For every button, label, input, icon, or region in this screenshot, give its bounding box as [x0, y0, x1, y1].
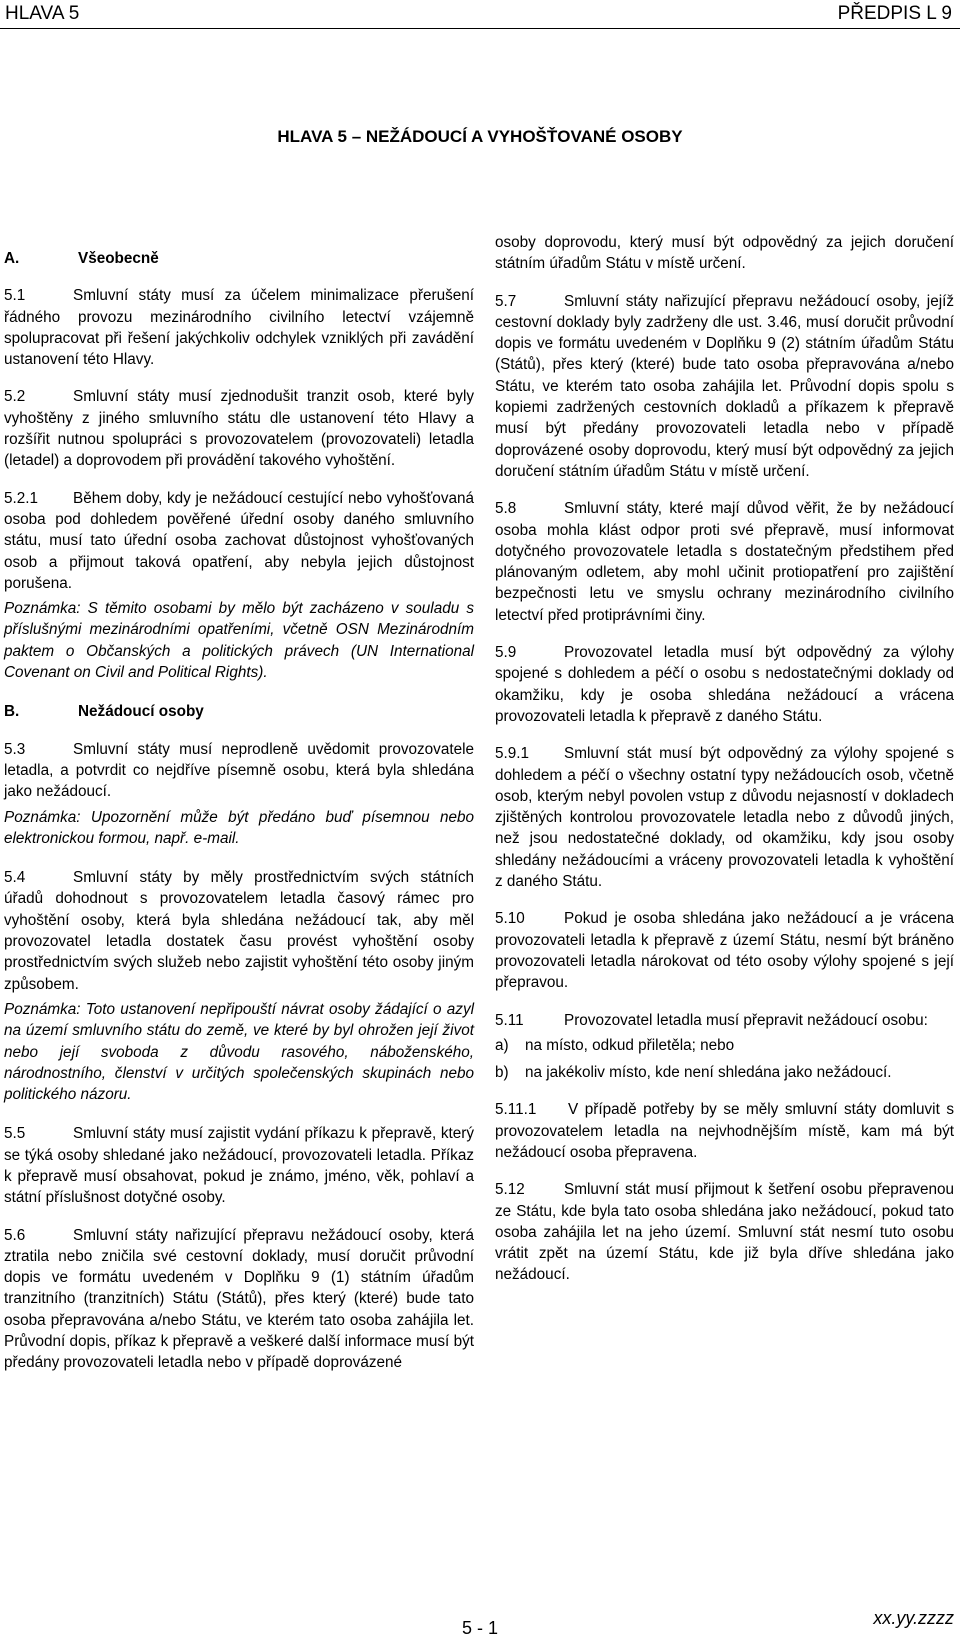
- section-heading-b: B. Nežádoucí osoby: [4, 703, 204, 721]
- paragraph-5-5: 5.5 Smluvní státy musí zajistit vydání příkazu k přepravě, který se týká osoby shledané jako nežádoucí, provozovateli letadla. Příkaz k přepravě musí obsahovat, pokud je známo, jméno, věk, pohlaví a státní příslušnost dotyčné osoby.: [4, 1125, 474, 1207]
- footer-page-number: 5 - 1: [461, 1618, 499, 1638]
- paragraph-5-2: 5.2 Smluvní státy musí zjednodušit tranzit osob, které byly vyhoštěny z jiného smluvního státu dle ustanovení této Hlavy a rozšířit nutnou spolupráci s provozovatelem (provozovateli) letadla (letadel) a doprovodem při provádění takového vyhoštění.: [4, 388, 474, 470]
- paragraph-5-11-1: 5.11.1 V případě potřeby by se měly smluvní státy domluvit s provozovatelem letadla na nejvhodnějším místě, kam má být nežádoucí osoba přepravena.: [495, 1101, 954, 1161]
- chapter-title: HLAVA 5 – NEŽÁDOUCÍ A VYHOŠŤOVANÉ OSOBY: [277, 127, 683, 146]
- paragraph-5-9-1: 5.9.1 Smluvní stát musí být odpovědný za výlohy spojené s dohledem a péčí o všechny ostatní typy nežádoucích osob, včetně osob, kterým nebyl povolen vstup z důvodu nejasností v dokladech zjištěných kontrolou provozovatele letadla nebo z důvodů jiných, než jsou nedostatečné doklady, od okamžiku, kdy jsou osoby shledány nežádoucími a vráceny provozovateli letadla k vyhoštění z daného Státu.: [495, 745, 954, 891]
- footer-date-code: xx.yy.zzzz: [873, 1608, 954, 1628]
- running-header-left: HLAVA 5: [5, 3, 80, 24]
- paragraph-5-11: 5.11 Provozovatel letadla musí přepravit nežádoucí osobu:: [495, 1011, 928, 1029]
- paragraph-5-10: 5.10 Pokud je osoba shledána jako nežádoucí a je vrácena provozovateli letadla k přepravě z území Státu, nesmí být bráněno provozovateli letadla nárokovat od této osoby výlohy spojené s její přepravou.: [495, 910, 954, 992]
- paragraph-5-3: 5.3 Smluvní státy musí neprodleně uvědomit provozovatele letadla, a potvrdit co nejdříve písemně osobu, která byla shledána jako nežádoucí.: [4, 740, 474, 801]
- paragraph-5-12: 5.12 Smluvní stát musí přijmout k šetření osobu přepravenou ze Státu, kde byla tato osoba shledána jako nežádoucí, pokud tato osoba zahájila let na jeho území. Smluvní stát nesmí tuto osobu vrátit zpět na území Státu, kde již byla dříve shledána jako nežádoucí.: [495, 1181, 954, 1284]
- paragraph-5-6-continued: osoby doprovodu, který musí být odpovědný za jejich doručení státním úřadům Státu v místě určení.: [495, 234, 954, 273]
- note-un-covenant: Poznámka: S těmito osobami by mělo být zacházeno v souladu s příslušnými mezinárodními opatřeními, včetně OSN Mezinárodním paktem o Občanských a politických právech (UN International Covenant on Civil and Political Rights).: [4, 600, 474, 682]
- paragraph-5-7: 5.7 Smluvní státy nařizující přepravu nežádoucí osoby, jejíž cestovní doklady byly zadrženy dle ust. 3.46, musí doručit průvodní dopis ve formátu uvedeném v Doplňku 9 (2) státním úřadům Státu (Států), přes který (které) bude tato osoba přepravována a/nebo Státu, ve kterém tato osoba zahájila let. Průvodní dopis spolu s kopiemi zadržených cestovních dokladů a příkazem k přepravě musí být předány provozovateli letadla nebo v případě doprovázené osoby doprovodu, který musí být odpovědný za jejich doručení státním úřadům Státu v místě určení.: [495, 292, 954, 480]
- paragraph-5-9: 5.9 Provozovatel letadla musí být odpovědný za výlohy spojené s dohledem a péčí o osobu s nedostatečnými doklady od okamžiku, kdy je osoba shledána nežádoucí a vrácena provozovateli letadla k přepravě z daného Státu.: [495, 644, 954, 725]
- right-column: [495, 232, 954, 1302]
- note-notification: Poznámka: Upozornění může být předáno buď písemnou nebo elektronickou formou, např. e-mail.: [4, 808, 474, 847]
- paragraph-5-2-1: 5.2.1 Během doby, kdy je nežádoucí cestující nebo vyhošťovaná osoba pod dohledem pověřené úřední osoby daného smluvního státu, musí tato úřední osoba zachovat důstojnost vyhošťovaných osob a přijmout taková opatření, aby nebyla jejich důstojnost porušena.: [4, 489, 474, 592]
- paragraph-5-8: 5.8 Smluvní státy, které mají důvod věřit, že by nežádoucí osoba mohla klást odpor proti své přepravě, musí informovat dotyčného provozovatele letadla s dostatečným předstihem před plánovaným odletem, aby mohl učinit protiopatření pro zajištění bezpečnosti letu ve smyslu ochrany mezinárodního civilního letectví před protiprávními činy.: [495, 500, 954, 624]
- paragraph-5-4: 5.4 Smluvní státy by měly prostřednictvím svých státních úřadů dohodnout s provozovatelem letadla časový rámec pro vyhoštění osoby, která byla shledána nežádoucí tak, aby měl provozovatel letadla dostatek času provést vyhoštění osoby prostřednictvím svých služeb nebo zajistit vyhoštění této osoby jiným způsobem.: [4, 869, 474, 993]
- paragraph-5-6: 5.6 Smluvní státy nařizující přepravu nežádoucí osoby, která ztratila nebo zničila své cestovní doklady, musí doručit průvodní dopis ve formátu uvedeném v Doplňku 9 (1) státním úřadům tranzitního (tranzitních) Státu (Států), přes který (které) bude tato osoba přepravována a/nebo Státu, ve kterém tato osoba zahájila let. Průvodní dopis, příkaz k přepravě a veškeré další informace musí být předány provozovateli letadla nebo v případě doprovázené: [4, 1226, 474, 1372]
- note-asylum: Poznámka: Toto ustanovení nepřipouští návrat osoby žádající o azyl na území smluvního státu do země, ve které by byl ohrožen její život nebo její svoboda z důvodu rasového, náboženského, národnostního, členství v určitých společenských skupinách nebo politického názoru.: [4, 1000, 474, 1104]
- paragraph-5-1: 5.1 Smluvní státy musí za účelem minimalizace přerušení řádného provozu mezinárodního civilního letectví vzájemně spolupracovat při řešení jakýchkoliv odchylek vzniklých při zavádění ustanovení této Hlavy.: [4, 287, 474, 369]
- list-item: a) na místo, odkud přiletěla; nebo: [495, 1036, 735, 1054]
- section-heading-a: A. Všeobecně: [4, 250, 159, 267]
- list-item: b) na jakékoliv místo, kde není shledána jako nežádoucí.: [495, 1064, 892, 1082]
- header-divider: [0, 28, 960, 29]
- running-header-right: PŘEDPIS L 9: [837, 3, 952, 24]
- left-column: [4, 248, 474, 1390]
